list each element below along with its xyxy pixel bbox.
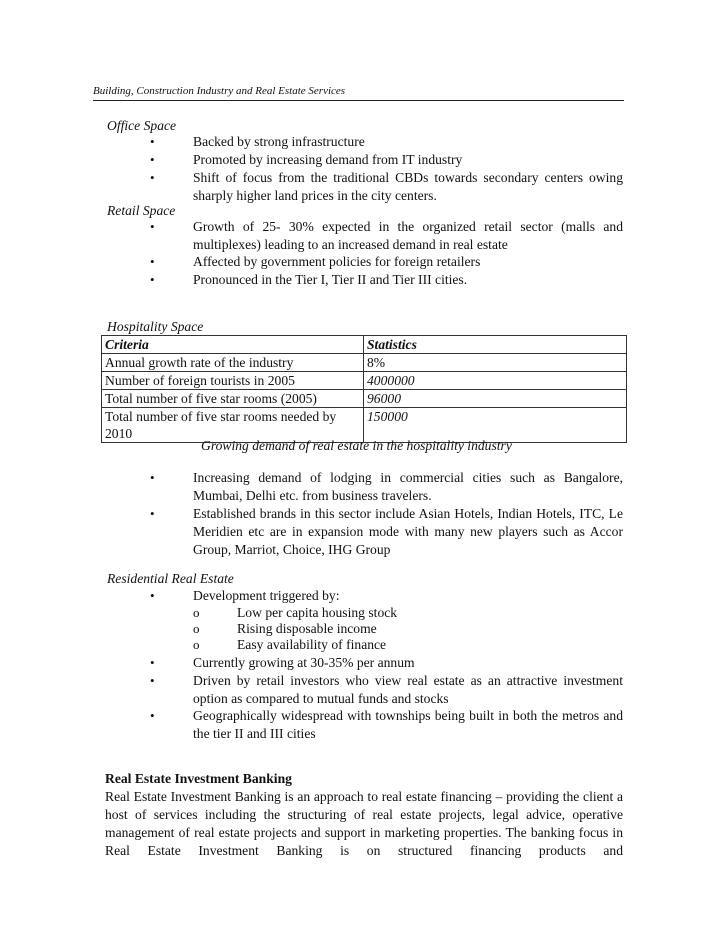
hospitality-space-heading: Hospitality Space <box>107 319 204 334</box>
bullet-icon: • <box>150 170 155 185</box>
sub-bullet-icon: o <box>193 605 200 620</box>
office-item: Backed by strong infrastructure <box>193 134 365 149</box>
table-cell-statistic: 8% <box>364 354 627 372</box>
residential-heading: Residential Real Estate <box>107 571 234 586</box>
bullet-icon: • <box>150 673 155 688</box>
sub-item: Low per capita housing stock <box>237 605 398 620</box>
sub-item: Easy availability of finance <box>237 637 387 652</box>
bullet-icon: • <box>150 470 155 485</box>
office-space-heading: Office Space <box>107 118 177 133</box>
table-cell-criteria: Number of foreign tourists in 2005 <box>102 372 364 390</box>
sub-bullet-icon: o <box>193 621 200 636</box>
table-header-statistics: Statistics <box>364 336 627 354</box>
table-cell-statistic: 4000000 <box>364 372 627 390</box>
retail-item: Affected by government policies for foreign retailers <box>193 254 481 269</box>
sub-bullet-icon: o <box>193 637 200 652</box>
bullet-icon: • <box>150 655 155 670</box>
table-caption: Growing demand of real estate in the hospitality industry <box>201 438 512 453</box>
office-item: Promoted by increasing demand from IT industry <box>193 152 463 167</box>
residential-item: Geographically widespread with townships being built in both the metros and the tier II and III cities <box>193 708 623 741</box>
table-row <box>102 354 627 372</box>
hospitality-table <box>101 335 627 443</box>
bullet-icon: • <box>150 588 155 603</box>
table-header-row <box>102 336 627 354</box>
table-cell-criteria: Total number of five star rooms (2005) <box>102 390 364 408</box>
table-cell-statistic: 96000 <box>364 390 627 408</box>
bullet-icon: • <box>150 272 155 287</box>
office-item: Shift of focus from the traditional CBDs towards secondary centers owing sharply higher land prices in the city centers. <box>193 170 623 203</box>
bullet-icon: • <box>150 506 155 521</box>
investment-banking-paragraph: Real Estate Investment Banking is an approach to real estate financing – providing the client a host of services including the structuring of real estate projects, legal advice, operative management of real estate projects and support in marketing properties. The banking focus in Real Estate Investment Banking is on structured financing products and <box>105 789 623 858</box>
bullet-icon: • <box>150 254 155 269</box>
table-cell-statistic: 150000 <box>364 408 627 443</box>
retail-item: Pronounced in the Tier I, Tier II and Tier III cities. <box>193 272 468 287</box>
bullet-icon: • <box>150 152 155 167</box>
hospitality-item: Increasing demand of lodging in commercial cities such as Bangalore, Mumbai, Delhi etc. from business travelers. <box>193 470 623 503</box>
investment-banking-heading: Real Estate Investment Banking <box>105 771 292 786</box>
table-cell-criteria: Annual growth rate of the industry <box>102 354 364 372</box>
residential-item: Currently growing at 30-35% per annum <box>193 655 415 670</box>
running-header: Building, Construction Industry and Real Estate Services <box>93 85 624 101</box>
bullet-icon: • <box>150 708 155 723</box>
retail-space-heading: Retail Space <box>107 203 176 218</box>
table-row <box>102 390 627 408</box>
residential-item: Driven by retail investors who view real estate as an attractive investment option as compared to mutual funds and stocks <box>193 673 623 706</box>
bullet-icon: • <box>150 219 155 234</box>
development-item: Development triggered by: <box>193 588 340 603</box>
bullet-icon: • <box>150 134 155 149</box>
sub-item: Rising disposable income <box>237 621 377 636</box>
table-cell-criteria: Total number of five star rooms needed by 2010 <box>102 408 364 443</box>
table-header-criteria: Criteria <box>102 336 364 354</box>
retail-item: Growth of 25- 30% expected in the organized retail sector (malls and multiplexes) leading to an increased demand in real estate <box>193 219 623 252</box>
table-row <box>102 372 627 390</box>
hospitality-item: Established brands in this sector include Asian Hotels, Indian Hotels, ITC, Le Meridien etc are in expansion mode with many new players such as Accor Group, Marriot, Choice, IHG Group <box>193 506 623 557</box>
